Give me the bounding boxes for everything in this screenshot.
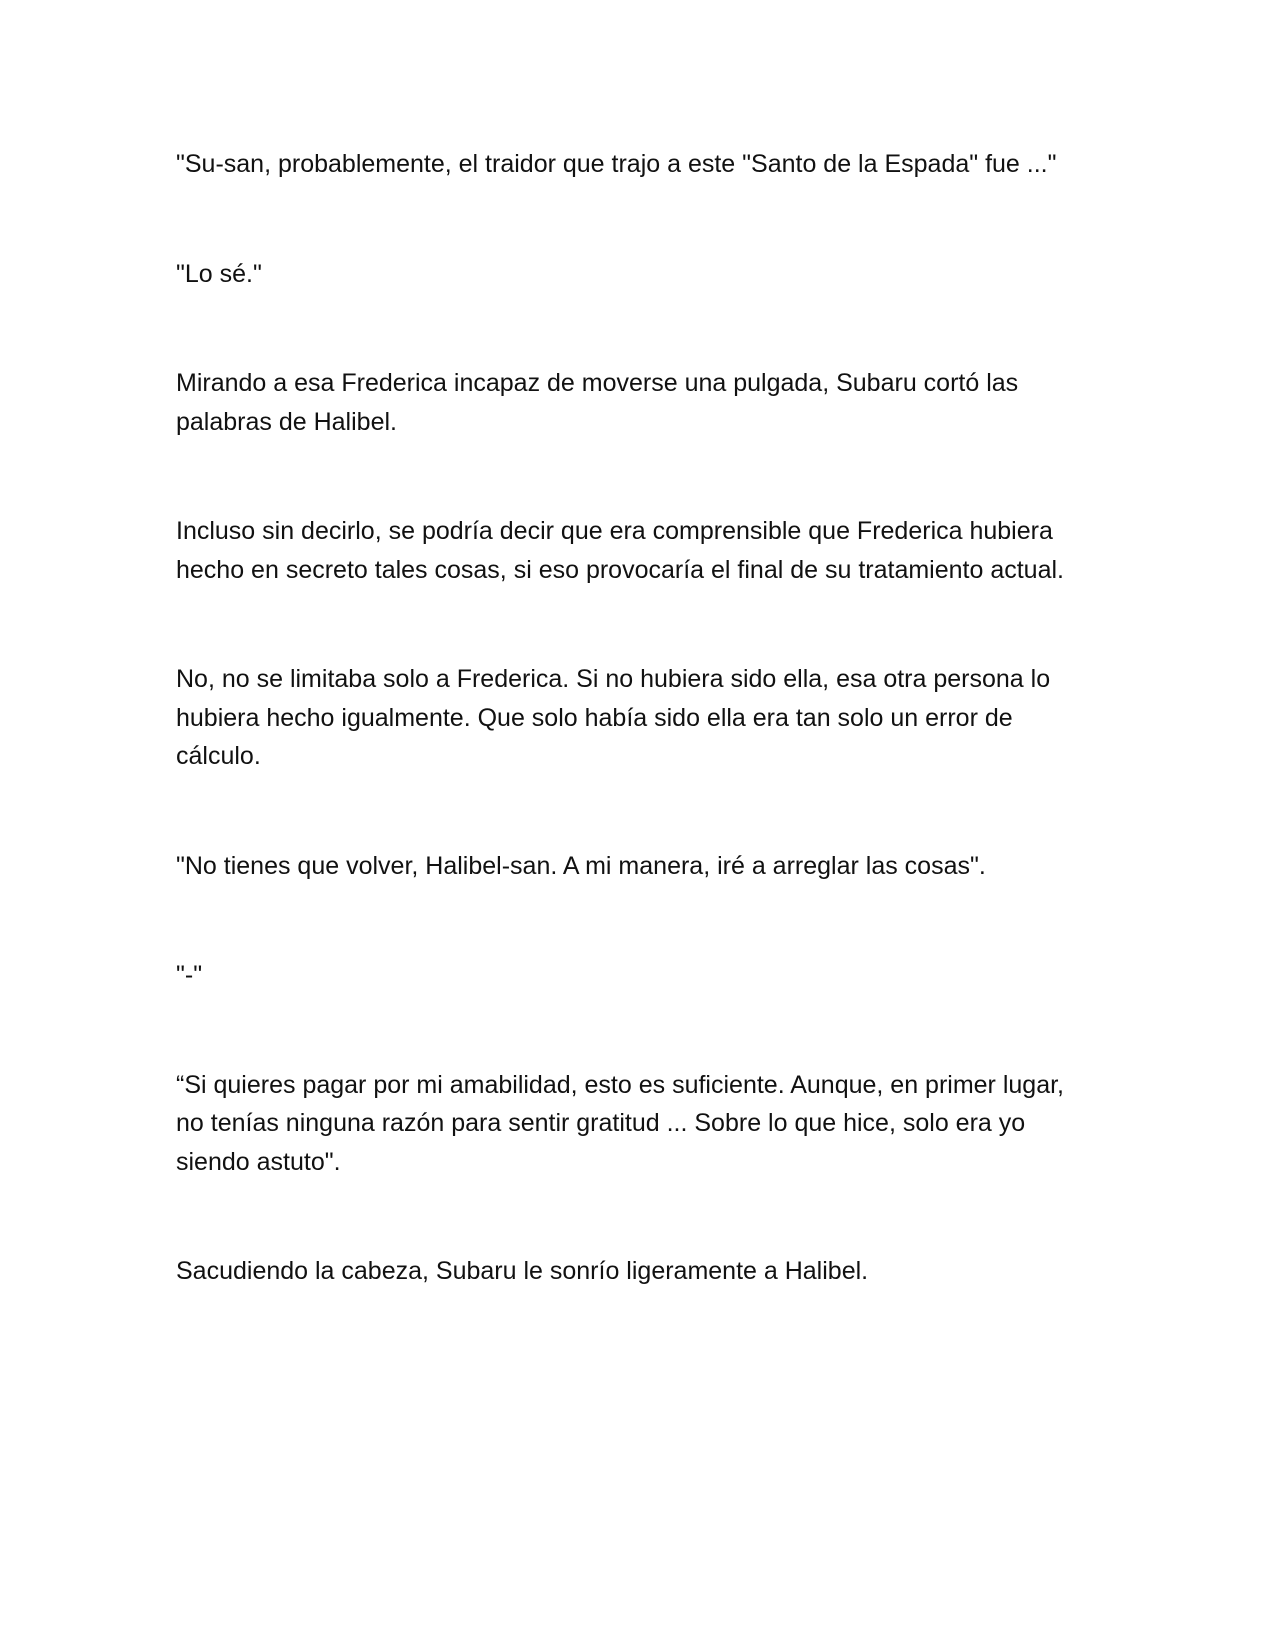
paragraph-narration-frederica: Mirando a esa Frederica incapaz de moverse una pulgada, Subaru cortó las palabras de Halibel. [176,369,1019,436]
paragraph-narration-error: No, no se limitaba solo a Frederica. Si no hubiera sido ella, esa otra persona lo hubiera hecho igualmente. Que solo había sido ella era tan solo un error de cálculo. [176,665,1051,770]
paragraph-dialogue-traitor: "Su-san, probablemente, el traidor que trajo a este "Santo de la Espada" fue ..." [176,150,1057,178]
paragraph-dialogue-lo-se: "Lo sé." [176,259,262,288]
paragraph-dialogue-dash: "-" [176,961,203,989]
paragraph-narration-comprensible: Incluso sin decirlo, se podría decir que era comprensible que Frederica hubiera hecho en secreto tales cosas, si eso provocaría el final de su tratamiento actual. [176,517,1064,584]
paragraph-narration-sonrio: Sacudiendo la cabeza, Subaru le sonrío ligeramente a Halibel. [176,1257,869,1285]
paragraph-dialogue-amabilidad: “Si quieres pagar por mi amabilidad, esto es suficiente. Aunque, en primer lugar, no tenías ninguna razón para sentir gratitud ... Sobre lo que hice, solo era yo siendo astuto". [176,1070,1064,1176]
document-body [176,145,1096,1362]
paragraph-dialogue-volver: "No tienes que volver, Halibel-san. A mi manera, iré a arreglar las cosas". [176,851,986,880]
